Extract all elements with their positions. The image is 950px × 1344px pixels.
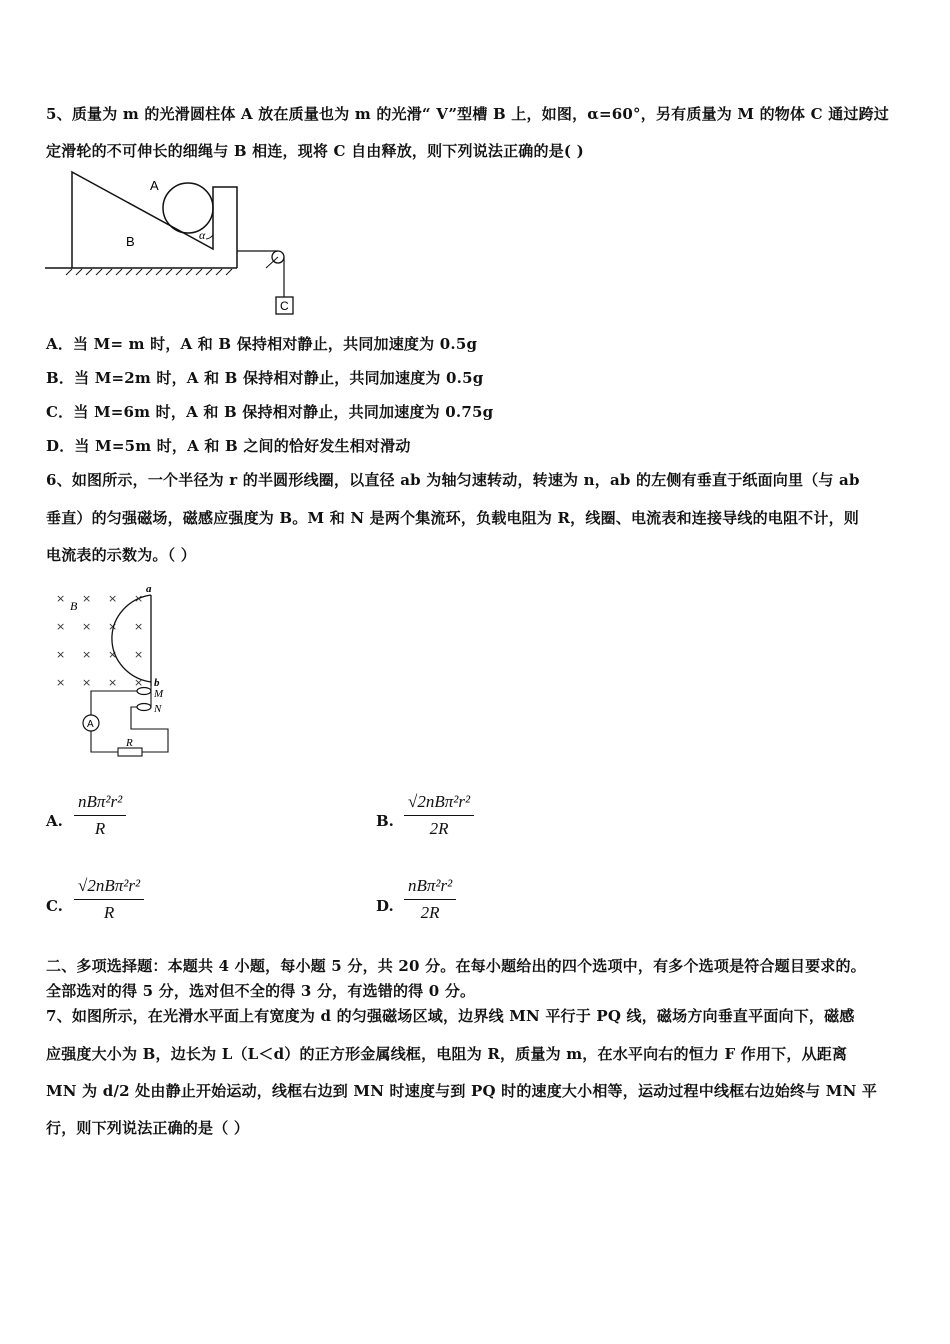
wire-top-left <box>91 691 137 715</box>
label-c: C <box>280 299 289 313</box>
svg-text:×: × <box>82 648 92 661</box>
label-b: b <box>154 677 160 689</box>
q6-stem-line-3: 电流表的示数为。（ ） <box>46 546 196 564</box>
q5-option-a[interactable]: A．当 M= m 时，A 和 B 保持相对静止，共同加速度为 0.5g <box>46 335 478 353</box>
cylinder <box>163 183 213 233</box>
q6-option-a-fraction[interactable] <box>74 792 126 839</box>
label-b: B <box>126 234 135 249</box>
q6-option-b-numerator: √2nBπ²r² <box>404 792 474 816</box>
svg-text:×: × <box>134 592 144 605</box>
angle-arc <box>206 235 213 239</box>
q6-option-d-denominator: 2R <box>420 903 440 922</box>
q6-option-c-denominator: R <box>103 903 115 922</box>
q6-option-a-numerator: nBπ²r² <box>74 792 126 816</box>
q6-option-d-label[interactable]: D. <box>376 897 394 915</box>
q7-stem-line-1: 7、如图所示，在光滑水平面上有宽度为 d 的匀强磁场区域，边界线 MN 平行于 PQ 线，磁场方向垂直平面向下，磁感 <box>46 1007 855 1025</box>
q6-option-b-denominator: 2R <box>429 819 449 838</box>
svg-text:×: × <box>134 676 144 689</box>
resistor <box>118 748 142 756</box>
svg-text:×: × <box>56 620 66 633</box>
q5-stem-line-1: 5、质量为 m 的光滑圆柱体 A 放在质量也为 m 的光滑“ V”型槽 B 上，如图，α=60°，另有质量为 M 的物体 C 通过跨过 <box>46 105 889 123</box>
q7-stem-line-3: MN 为 d/2 处由静止开始运动，线框右边到 MN 时速度与到 PQ 时的速度大小相等，运动过程中线框右边始终与 MN 平 <box>46 1082 878 1100</box>
svg-text:×: × <box>82 676 92 689</box>
q6-option-a-denominator: R <box>94 819 106 838</box>
label-alpha: α <box>199 228 206 242</box>
svg-text:×: × <box>108 620 118 633</box>
label-r: R <box>126 737 133 749</box>
slip-ring-n <box>137 704 151 711</box>
label-b-field: B <box>70 599 78 613</box>
q6-option-b-fraction[interactable] <box>404 792 474 839</box>
svg-text:×: × <box>108 592 118 605</box>
svg-text:×: × <box>134 648 144 661</box>
svg-text:×: × <box>134 620 144 633</box>
q6-figure <box>48 582 188 762</box>
q6-option-c-label[interactable]: C. <box>46 897 63 915</box>
label-ammeter: A <box>87 719 94 730</box>
q5-option-b[interactable]: B．当 M=2m 时，A 和 B 保持相对静止，共同加速度为 0.5g <box>46 369 484 387</box>
svg-text:×: × <box>82 620 92 633</box>
svg-text:×: × <box>82 592 92 605</box>
q5-option-c[interactable]: C．当 M=6m 时，A 和 B 保持相对静止，共同加速度为 0.75g <box>46 403 494 421</box>
q6-option-c-numerator: √2nBπ²r² <box>74 876 144 900</box>
q5-figure <box>40 165 310 320</box>
wire-bottom-left <box>91 731 118 752</box>
ground-hatch <box>66 269 232 275</box>
svg-text:×: × <box>56 592 66 605</box>
svg-text:×: × <box>56 676 66 689</box>
label-a: A <box>150 178 159 193</box>
q7-stem-line-4: 行，则下列说法正确的是（ ） <box>46 1119 250 1137</box>
svg-text:×: × <box>56 648 66 661</box>
wire-right <box>131 707 168 752</box>
q6-option-d-numerator: nBπ²r² <box>404 876 456 900</box>
semicircle-coil <box>112 595 151 682</box>
svg-text:×: × <box>108 676 118 689</box>
q6-stem-line-2: 垂直）的匀强磁场，磁感应强度为 B。M 和 N 是两个集流环，负载电阻为 R，线圈、电流表和连接导线的电阻不计，则 <box>46 509 859 527</box>
q6-option-d-fraction[interactable] <box>404 876 456 923</box>
label-a: a <box>146 583 152 595</box>
section2-heading-line-2: 全部选对的得 5 分，选对但不全的得 3 分，有选错的得 0 分。 <box>46 982 476 1000</box>
q6-option-b-label[interactable]: B. <box>376 812 394 830</box>
q6-option-c-fraction[interactable] <box>74 876 144 923</box>
q5-stem-line-2: 定滑轮的不可伸长的细绳与 B 相连，现将 C 自由释放，则下列说法正确的是( ) <box>46 142 584 160</box>
label-n: N <box>154 703 162 715</box>
q6-stem-line-1: 6、如图所示，一个半径为 r 的半圆形线圈，以直径 ab 为轴匀速转动，转速为 n，ab 的左侧有垂直于纸面向里（与 ab <box>46 471 860 489</box>
q7-stem-line-2: 应强度大小为 B，边长为 L（L＜d）的正方形金属线框，电阻为 R，质量为 m，在水平向右的恒力 F 作用下，从距离 <box>46 1045 848 1063</box>
svg-text:×: × <box>108 648 118 661</box>
section2-heading-line-1: 二、多项选择题：本题共 4 小题，每小题 5 分，共 20 分。在每小题给出的四个选项中，有多个选项是符合题目要求的。 <box>46 957 866 975</box>
label-m: M <box>154 688 164 700</box>
q6-option-a-label[interactable]: A. <box>46 812 63 830</box>
slip-ring-m <box>137 688 151 695</box>
q5-option-d[interactable]: D．当 M=5m 时，A 和 B 之间的恰好发生相对滑动 <box>46 437 411 455</box>
